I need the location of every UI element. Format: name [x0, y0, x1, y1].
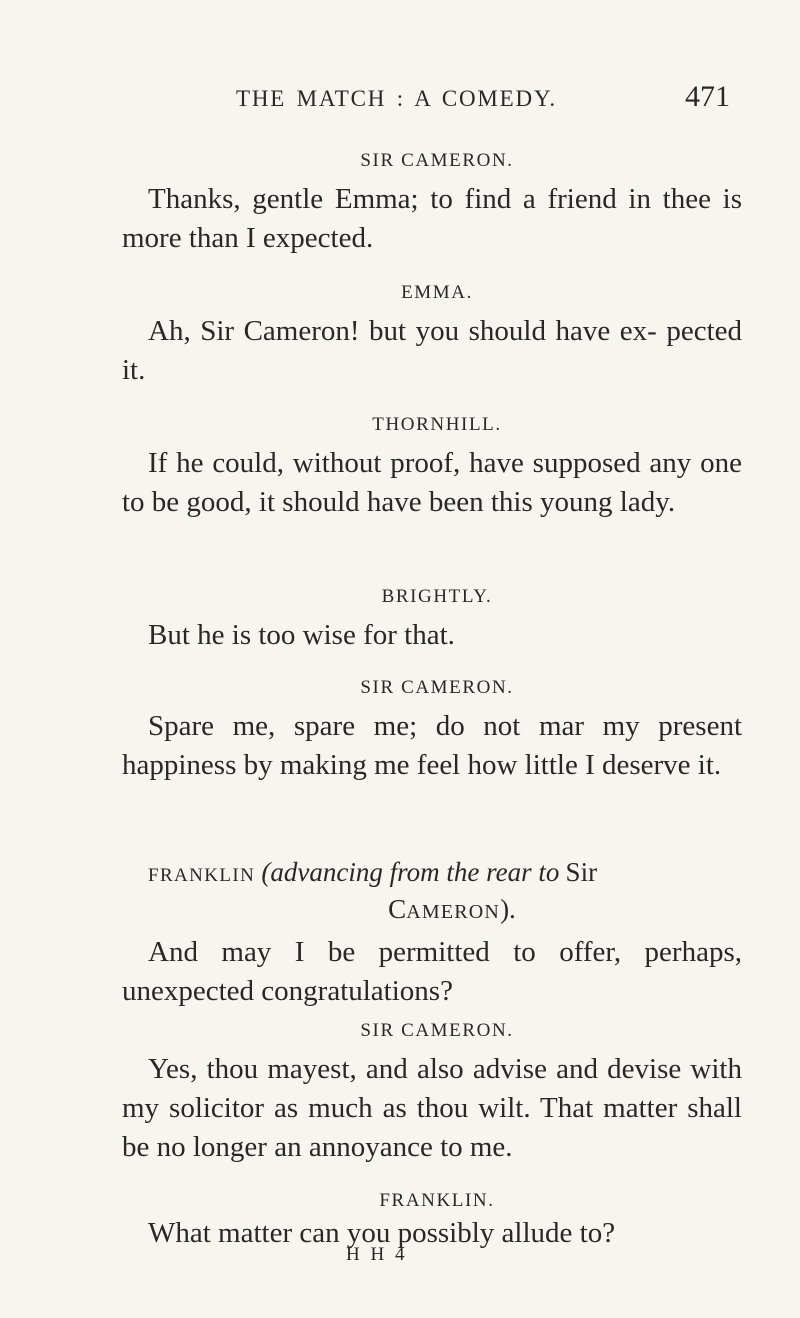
- speech-text: Spare me, spare me; do not mar my present happiness by making me feel how little I deserve it.: [122, 710, 742, 781]
- dialogue-block-franklin-1: [122, 856, 742, 1011]
- dialogue-block-franklin-2: [122, 1190, 742, 1253]
- speaker-name: THORNHILL.: [372, 414, 502, 435]
- speaker-name: FRANKLIN.: [379, 1190, 495, 1211]
- stage-cameron-rest: AMERON: [406, 901, 501, 923]
- speech-text: Thanks, gentle Emma; to find a friend in thee is more than I expected.: [122, 183, 742, 254]
- speaker-name: FRANKLIN: [148, 865, 256, 886]
- speaker-name: SIR CAMERON.: [360, 677, 514, 698]
- speech-text: But he is too wise for that.: [148, 619, 455, 651]
- stage-direction-line: [122, 856, 742, 892]
- speaker-name: SIR CAMERON.: [360, 1020, 514, 1041]
- dialogue-block-thornhill: [122, 414, 742, 522]
- page-number: 471: [685, 80, 730, 113]
- speech-text: Ah, Sir Cameron! but you should have ex- pected it.: [122, 315, 742, 386]
- speaker-name: BRIGHTLY.: [381, 586, 493, 607]
- running-title: THE MATCH : A COMEDY.: [236, 86, 557, 111]
- signature-mark: H H 4: [346, 1244, 408, 1265]
- page-header: [236, 80, 730, 120]
- speaker-name: EMMA.: [401, 282, 473, 303]
- speaker-name: SIR CAMERON.: [360, 150, 514, 171]
- stage-direction-sir: Sir: [565, 857, 598, 887]
- stage-cameron-initial: C: [388, 894, 407, 924]
- stage-close: ).: [500, 894, 516, 924]
- dialogue-block-sir-cameron-2: [122, 677, 742, 785]
- dialogue-block-brightly: [122, 586, 742, 655]
- dialogue-block-sir-cameron-3: [122, 1020, 742, 1167]
- stage-direction-text: advancing from the rear to: [270, 857, 560, 887]
- paren-open: (: [261, 857, 271, 887]
- speech-text: And may I be permitted to offer, perhaps, unexpected congratulations?: [122, 936, 742, 1007]
- speech-text: Yes, thou mayest, and also advise and devise with my solicitor as much as thou wilt. That matter shall be no longer an annoyance to me.: [122, 1053, 742, 1163]
- stage-direction-continuation: [122, 892, 742, 929]
- speech-text: What matter can you possibly allude to?: [148, 1217, 616, 1249]
- dialogue-block-emma: [122, 282, 742, 390]
- dialogue-block-sir-cameron-1: [122, 150, 742, 258]
- speech-text: If he could, without proof, have supposed any one to be good, it should have been this young lady.: [122, 447, 742, 518]
